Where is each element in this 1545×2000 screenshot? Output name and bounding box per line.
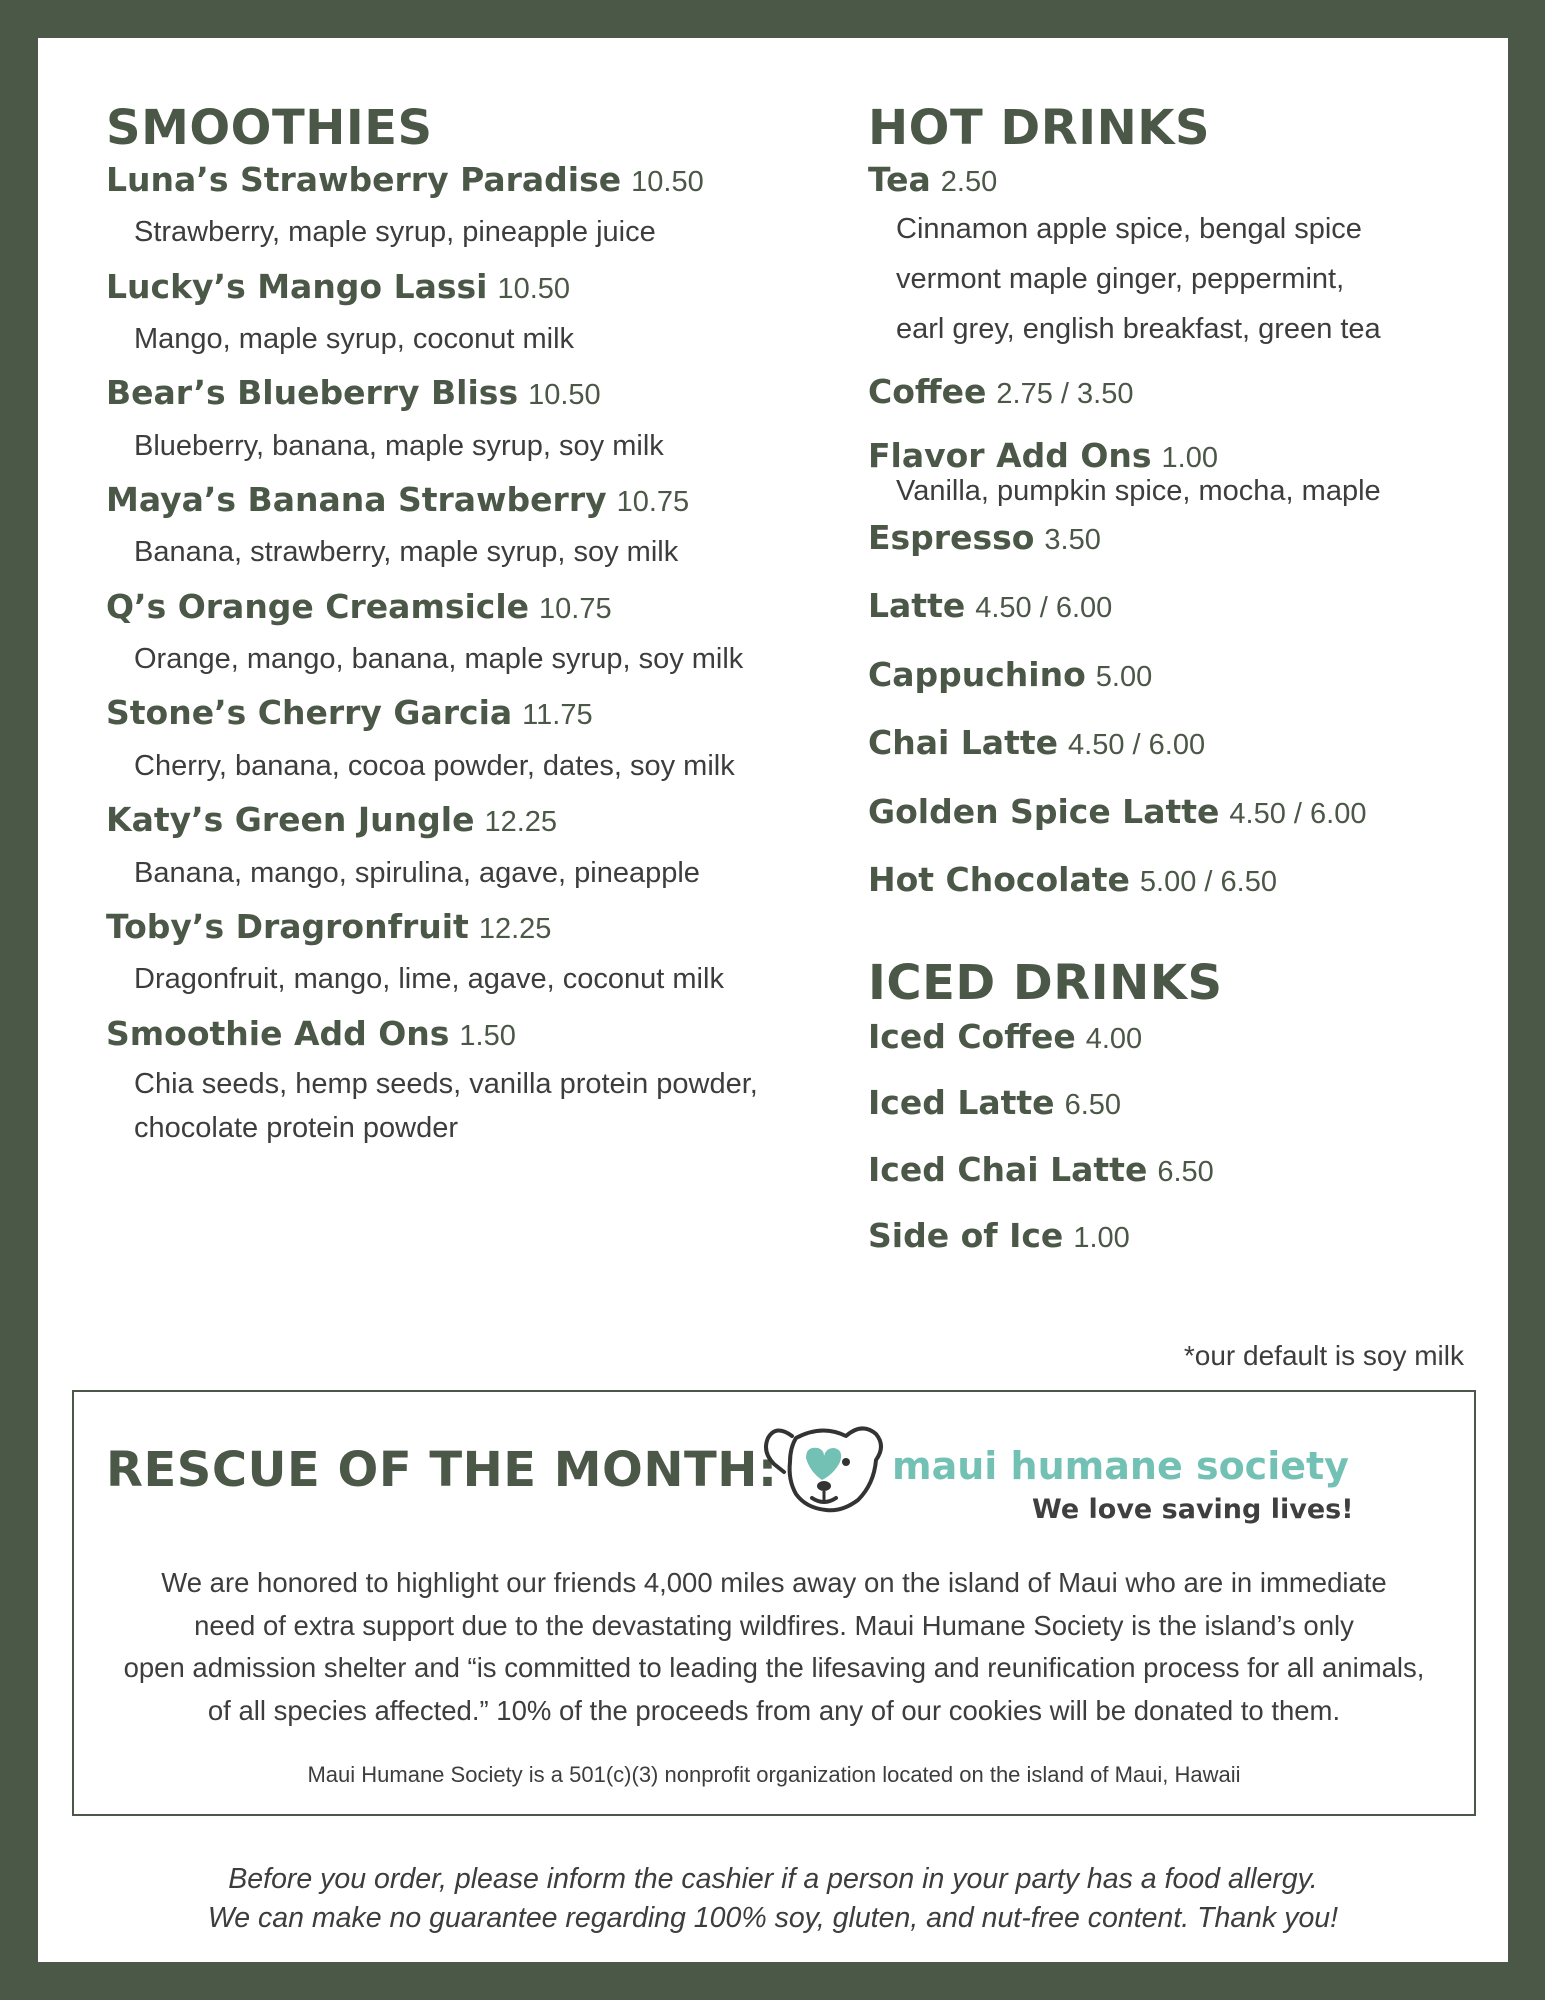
- item-price: 4.50 / 6.00: [975, 592, 1113, 625]
- menu-item: [106, 481, 806, 576]
- item-description: Vanilla, pumpkin spice, mocha, maple: [896, 475, 1381, 508]
- nonprofit-note: Maui Humane Society is a 501(c)(3) nonprofit organization located on the island of Maui, Hawaii: [307, 1762, 1241, 1787]
- item-price: 1.50: [459, 1019, 516, 1052]
- item-description: Orange, mango, banana, maple syrup, soy milk: [134, 643, 744, 676]
- item-description-line: chocolate protein powder: [134, 1111, 459, 1144]
- item-name: Stone’s Cherry Garcia: [106, 693, 513, 733]
- menu-item: [868, 861, 1488, 899]
- menu-item: [868, 587, 1488, 625]
- menu-item: [868, 1151, 1488, 1189]
- item-price: 10.50: [631, 165, 704, 198]
- menu-item: [868, 1217, 1488, 1255]
- rescue-description-line: We are honored to highlight our friends 4,000 miles away on the island of Maui who are in immediate: [161, 1567, 1387, 1598]
- item-name: Espresso: [868, 518, 1035, 558]
- item-name: Luna’s Strawberry Paradise: [106, 159, 622, 199]
- logo-tagline: We love saving lives!: [1032, 1494, 1354, 1525]
- allergy-line: We can make no guarantee regarding 100% soy, gluten, and nut-free content. Thank you!: [207, 1902, 1339, 1935]
- item-name: Lucky’s Mango Lassi: [106, 266, 488, 306]
- rescue-of-the-month-box: [72, 1390, 1476, 1816]
- item-price: 12.25: [484, 806, 558, 839]
- item-price: 11.75: [522, 699, 593, 732]
- menu-item: [106, 801, 806, 896]
- logo-name: maui humane society: [892, 1444, 1349, 1488]
- item-description: [134, 1063, 806, 1150]
- item-description: Mango, maple syrup, coconut milk: [134, 322, 575, 355]
- item-name: Iced Chai Latte: [868, 1149, 1148, 1189]
- item-price: 6.50: [1157, 1155, 1214, 1188]
- item-name: Iced Coffee: [868, 1017, 1076, 1056]
- menu-item: [106, 374, 806, 469]
- menu-item: [868, 724, 1488, 762]
- item-description: Dragonfruit, mango, lime, agave, coconut milk: [134, 963, 724, 996]
- item-description-line: earl grey, english breakfast, green tea: [896, 312, 1381, 345]
- menu-item: [106, 161, 806, 256]
- menu-item: [106, 908, 806, 1003]
- item-name: Cappuchino: [868, 654, 1086, 694]
- menu-item-flavor-add-ons: [868, 437, 1488, 511]
- item-description-line: vermont maple ginger, peppermint,: [896, 263, 1345, 296]
- allergy-notice: [38, 1860, 1508, 1939]
- soy-milk-footnote: *our default is soy milk: [1183, 1340, 1464, 1371]
- item-name: Q’s Orange Creamsicle: [106, 586, 530, 626]
- item-description: Cherry, banana, cocoa powder, dates, soy milk: [134, 749, 735, 782]
- menu-item: [106, 268, 806, 363]
- item-price: 10.75: [616, 486, 690, 518]
- item-price: 12.25: [478, 912, 552, 945]
- item-name: Hot Chocolate: [868, 859, 1130, 899]
- item-name: Tea: [868, 159, 931, 199]
- smoothies-title: SMOOTHIES: [106, 100, 433, 156]
- item-name: Latte: [868, 586, 966, 626]
- item-description: Blueberry, banana, maple syrup, soy milk: [134, 429, 664, 462]
- item-name: Smoothie Add Ons: [106, 1013, 450, 1053]
- rescue-description-line: need of extra support due to the devastating wildfires. Maui Humane Society is the island’s only: [194, 1609, 1354, 1641]
- menu-page: [38, 38, 1508, 1962]
- menu-item: [106, 694, 806, 789]
- item-description: Banana, mango, spirulina, agave, pineapple: [134, 856, 700, 889]
- item-description: Strawberry, maple syrup, pineapple juice: [134, 216, 656, 249]
- item-price: 4.00: [1085, 1023, 1143, 1055]
- rescue-description-line: open admission shelter and “is committed to leading the lifesaving and reunification process for all animals,: [123, 1652, 1425, 1684]
- item-description-line: Chia seeds, hemp seeds, vanilla protein powder,: [134, 1068, 758, 1101]
- item-name: Chai Latte: [868, 723, 1059, 763]
- rescue-title: RESCUE OF THE MONTH:: [106, 1442, 778, 1498]
- item-price: 10.75: [539, 592, 612, 625]
- item-price: 10.50: [528, 379, 601, 412]
- item-description: Banana, strawberry, maple syrup, soy milk: [134, 536, 679, 569]
- item-name: Iced Latte: [868, 1083, 1055, 1123]
- rescue-description-line: of all species affected.” 10% of the proceeds from any of our cookies will be donated to them.: [207, 1694, 1341, 1726]
- drinks-section: [868, 102, 1488, 1255]
- item-price: 4.50 / 6.00: [1068, 729, 1206, 762]
- menu-item: [106, 588, 806, 683]
- item-price: 2.50: [940, 165, 998, 198]
- smoothie-add-ons: [106, 1015, 806, 1150]
- menu-item: [868, 793, 1488, 831]
- item-price: 6.50: [1064, 1089, 1122, 1122]
- item-price: 1.00: [1161, 442, 1218, 475]
- item-name: Flavor Add Ons: [868, 436, 1152, 476]
- menu-item: [868, 519, 1488, 557]
- item-name: Katy’s Green Jungle: [106, 800, 475, 840]
- menu-item-coffee: [868, 373, 1488, 411]
- item-name: Side of Ice: [868, 1216, 1064, 1256]
- item-price: 1.00: [1073, 1222, 1130, 1255]
- item-name: Coffee: [868, 371, 987, 411]
- item-name: Maya’s Banana Strawberry: [106, 480, 607, 519]
- item-price: 5.00 / 6.50: [1139, 865, 1277, 898]
- menu-item: [868, 1084, 1488, 1122]
- item-description: [896, 205, 1488, 355]
- menu-item-tea: [868, 161, 1488, 355]
- menu-item: [868, 656, 1488, 694]
- dog-heart-icon: [762, 1414, 892, 1524]
- iced-drinks-title: ICED DRINKS: [868, 955, 1223, 1012]
- rescue-description: [94, 1562, 1454, 1733]
- item-price: 3.50: [1044, 524, 1101, 557]
- item-name: Toby’s Dragronfruit: [106, 906, 469, 946]
- item-description-line: Cinnamon apple spice, bengal spice: [896, 213, 1362, 246]
- item-price: 4.50 / 6.00: [1229, 797, 1367, 830]
- item-name: Bear’s Blueberry Bliss: [106, 373, 519, 413]
- allergy-line: Before you order, please inform the cashier if a person in your party has a food allergy.: [228, 1863, 1318, 1895]
- smoothies-section: [106, 102, 806, 1150]
- menu-item: [868, 1018, 1488, 1056]
- item-price: 10.50: [497, 272, 571, 305]
- hot-drinks-title: HOT DRINKS: [868, 100, 1211, 156]
- item-price: 2.75 / 3.50: [996, 377, 1134, 410]
- item-price: 5.00: [1095, 660, 1153, 693]
- item-name: Golden Spice Latte: [868, 791, 1220, 831]
- maui-humane-society-logo: [762, 1414, 1362, 1534]
